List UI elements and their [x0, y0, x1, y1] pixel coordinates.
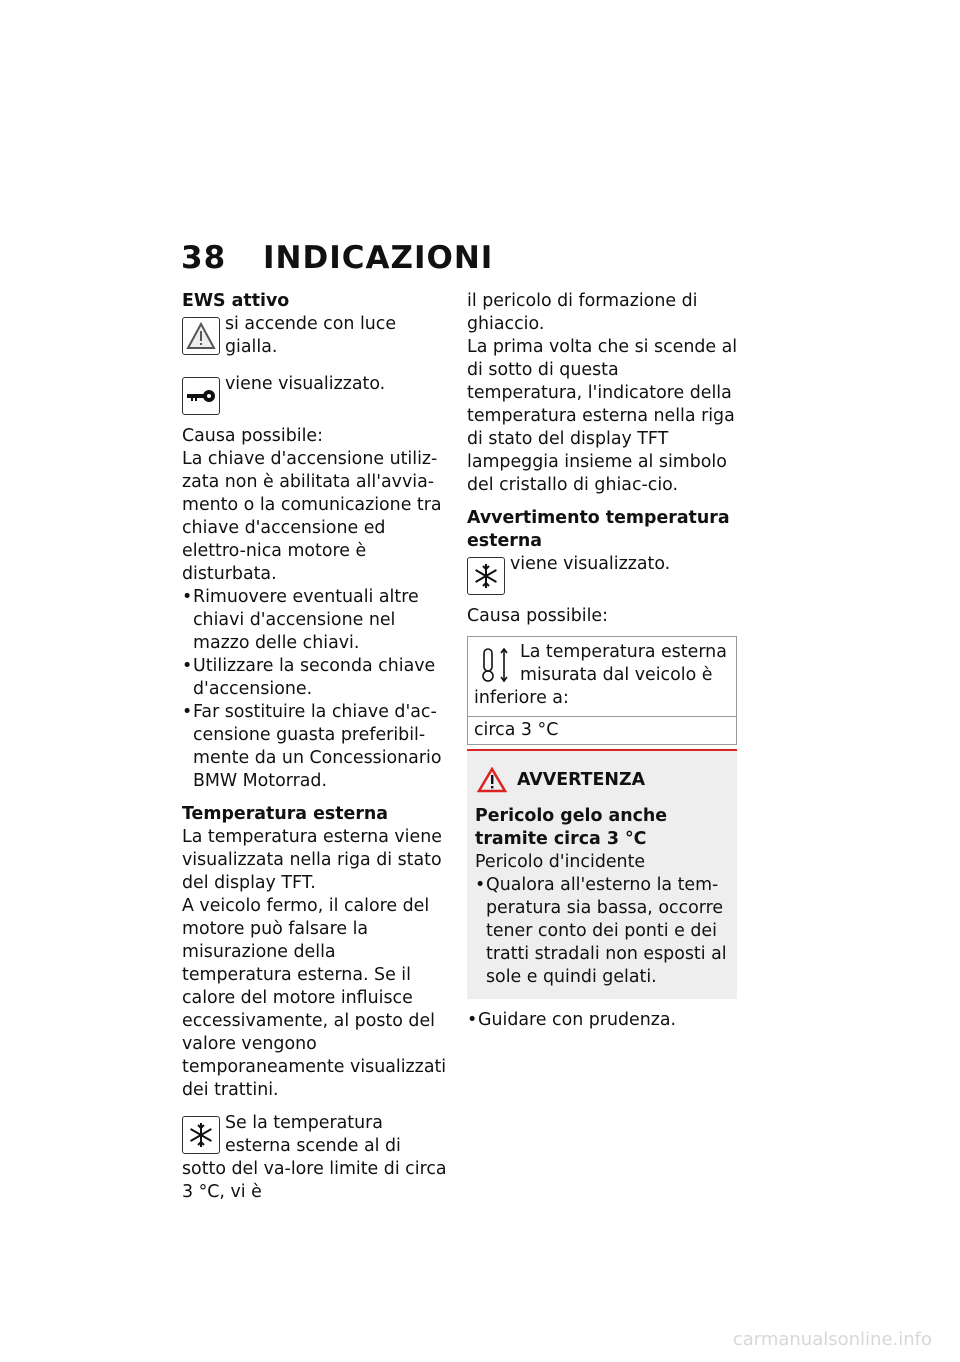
- warning-title: [475, 767, 729, 793]
- thermometer-icon: [474, 645, 514, 685]
- cause-text: La chiave d'accensione utiliz-zata non è abilitata all'avvia-mento o la comunicazione tra chiave d'accensione ed elettro-nica motore è disturbata.: [182, 449, 442, 584]
- list-item: • Utilizzare la seconda chiave d'accensione.: [182, 655, 450, 701]
- temp-text1: La temperatura esterna viene visualizzata nella riga di stato del display TFT.: [182, 827, 442, 893]
- warning-heading: Pericolo gelo anche tramite circa 3 °C: [475, 806, 668, 849]
- ews-line1: si accende con luce gialla.: [225, 314, 397, 357]
- frost-block: [182, 1112, 450, 1204]
- right-column: [467, 290, 739, 1032]
- ews-key-row: [182, 373, 450, 415]
- final-bullet-list: [467, 1009, 739, 1032]
- list-item: • Far sostituire la chiave d'ac-censione guasta preferibil-mente da un Concessionario BMW Motorrad.: [182, 701, 450, 793]
- ews-warning-row: [182, 313, 450, 359]
- watermark: carmanualsonline.info: [732, 1329, 932, 1350]
- frost-text: Se la temperatura esterna scende al di sotto del va-lore limite di circa 3 °C, vi è: [182, 1113, 447, 1202]
- snowflake-icon: [467, 557, 505, 595]
- warn-heading: Avvertimento temperatura esterna: [467, 508, 730, 551]
- cause-label: Causa possibile:: [182, 426, 323, 446]
- cause-label: Causa possibile:: [467, 606, 608, 626]
- frost-cont2: La prima volta che si scende al di sotto di questa temperatura, l'indicatore della temperatura esterna nella riga di stato del display TFT lampeggia insieme al simbolo del cristallo di ghiac-cio.: [467, 337, 738, 495]
- key-icon: [182, 377, 220, 415]
- left-column: [182, 290, 450, 1204]
- page-header: [181, 240, 493, 276]
- temp-text2: A veicolo fermo, il calore del motore può falsare la misurazione della temperatura esterna. Se il calore del motore influisce eccessivamente, al posto del valore vengono temporaneamente visualizzati dei trattini.: [182, 896, 447, 1100]
- list-item: • Qualora all'esterno la tem-peratura sia bassa, occorre tener conto dei ponti e dei tratti stradali non esposti al sole e quindi gelati.: [475, 874, 729, 989]
- temp-heading: Temperatura esterna: [182, 804, 389, 824]
- page-number: 38: [181, 240, 227, 276]
- warning-sub: Pericolo d'incidente: [475, 852, 646, 872]
- warning-triangle-icon: [477, 767, 507, 793]
- snowflake-icon: [182, 1116, 220, 1154]
- list-item: • Rimuovere eventuali altre chiavi d'accensione nel mazzo delle chiavi.: [182, 586, 450, 655]
- table-row: circa 3 °C: [474, 720, 559, 740]
- warning-bullet-list: [475, 874, 729, 989]
- ews-bullet-list: [182, 586, 450, 793]
- warning-title-text: AVVERTENZA: [517, 769, 646, 790]
- threshold-table: [467, 636, 737, 745]
- list-item: • Guidare con prudenza.: [467, 1009, 739, 1032]
- page-title: INDICAZIONI: [263, 240, 494, 276]
- warning-box: [467, 749, 737, 999]
- frost-cont1: il pericolo di formazione di ghiaccio.: [467, 291, 698, 334]
- warn-line: viene visualizzato.: [510, 554, 671, 574]
- table-text: La temperatura esterna misurata dal veicolo è inferiore a:: [474, 642, 727, 708]
- warning-triangle-icon: [182, 317, 220, 355]
- warn-row: [467, 553, 739, 595]
- table-row: [468, 637, 736, 717]
- ews-line2: viene visualizzato.: [225, 374, 386, 394]
- ews-heading: EWS attivo: [182, 291, 290, 311]
